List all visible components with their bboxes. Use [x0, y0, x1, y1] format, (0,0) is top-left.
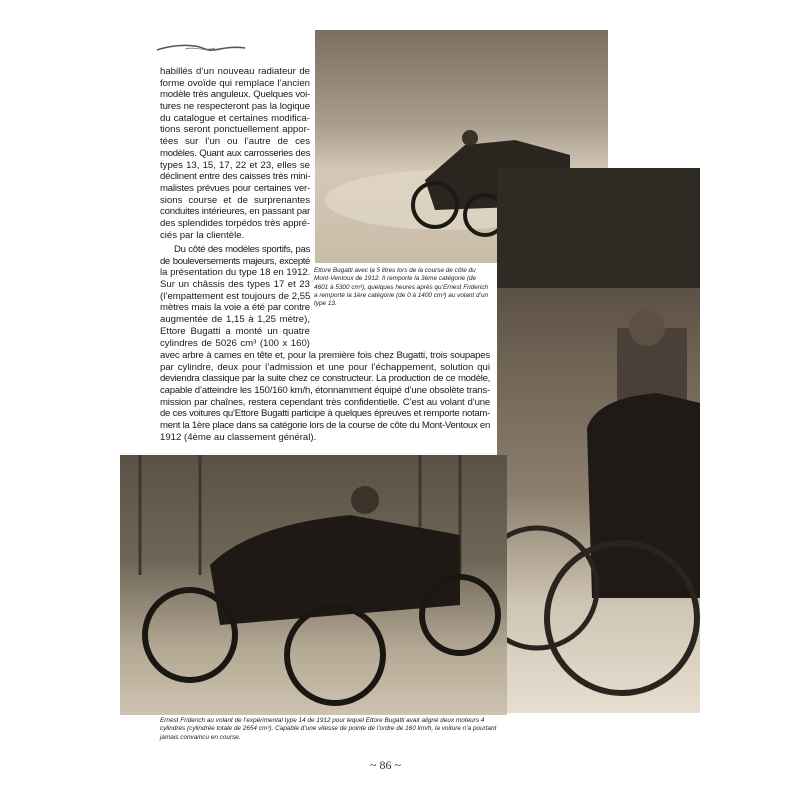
text-line: augmentée de 1,15 à 1,25 mètre),: [160, 314, 310, 326]
text-line: la présentation du type 18 en 1912.: [160, 267, 311, 279]
text-line: deviendra classique par la suite chez ce constructeur. La production de ce modèle,: [160, 373, 490, 385]
paragraph-2-wide: [160, 350, 490, 444]
text-line: par cylindre, deux pour l’admission et une pour l’échappement, solution qui: [160, 361, 490, 373]
decorative-ornament: [155, 42, 247, 54]
text-line: capable d’atteindre les 150/160 km/h, étonnamment équipé d’une obsolète trans-: [160, 385, 490, 397]
text-line: Du côté des modèles sportifs, pas: [174, 244, 310, 255]
text-line: sions course et de surprenantes: [160, 194, 310, 206]
text-line: Sur un châssis des types 17 et 23: [160, 279, 310, 291]
photo-friderich-type-14: [120, 455, 507, 715]
text-line: du catalogue et certaines modifica-: [160, 112, 310, 124]
caption-top-photo: Ettore Bugatti avec la 5 litres lors de la course de côte du Mont-Ventoux de 1912. Il remporte la 3ème catégorie (de 4601 à 5300 cm³), quelques heures après qu’Ernest Friderich a remporté la 1ère catégorie (de 0 à 1400 cm³) au volant d’un type 13.: [314, 267, 489, 308]
text-line: modèles. Quant aux carrosseries des: [160, 147, 310, 159]
text-line: de ces voitures qu’Ettore Bugatti participe à quelques épreuves et remporte notam-: [160, 408, 490, 420]
text-line: cylindres de 5026 cm³ (100 x 160): [160, 337, 310, 349]
text-line: conduites intérieures, en passant par: [160, 206, 310, 218]
text-line: malistes prévues pour certaines ver-: [160, 182, 310, 194]
text-line: mission par chaînes, restera cependant très confidentielle. C’est au volant d’une: [160, 396, 490, 408]
text-line: modèle très anguleux. Quelques voi-: [160, 89, 310, 101]
text-line: 1912 (4ème au classement général).: [160, 431, 317, 443]
text-line: Ettore Bugatti a monté un quatre: [160, 325, 310, 337]
text-line: types 13, 15, 17, 22 et 23, elles se: [160, 159, 310, 171]
text-line: ciés par la clientèle.: [160, 229, 245, 241]
text-line: des splendides torpédos très appré-: [160, 217, 310, 229]
photo-driver-standing: [497, 168, 700, 713]
text-line: déclinent entre des caisses très mini-: [160, 171, 311, 183]
text-line: mètres mais la voie a été par contre: [160, 302, 310, 314]
text-line: de bouleversements majeurs, excepté: [160, 255, 310, 267]
text-line: ment la 1ère place dans sa catégorie lors de la course de côte du Mont-Ventoux en: [160, 420, 490, 432]
paragraph-1: [160, 66, 310, 241]
text-line: habillés d’un nouveau radiateur de: [160, 66, 310, 77]
text-line: avec arbre à cames en tête et, pour la première fois chez Bugatti, trois soupapes: [160, 350, 490, 361]
paragraph-2-narrow: [160, 244, 310, 349]
text-line: (l’empattement est toujours de 2,55: [160, 290, 311, 302]
text-line: forme ovoïde qui remplace l’ancien: [160, 77, 310, 89]
text-line: tées sur l’un ou l’autre de ces: [160, 136, 310, 148]
page-number: ~ 86 ~: [370, 758, 401, 772]
caption-bottom-photo: Ernest Friderich au volant de l’expérimental type 14 de 1912 pour lequel Ettore Bugatti avait aligné deux moteurs 4 cylindres (cylindrée totale de 2654 cm³). Capable d’une vitesse de pointe de l’ordre de 160 km/h, la voiture n’a pourtant jamais convaincu en course.: [160, 717, 497, 741]
text-line: tures ne respecteront pas la logique: [160, 101, 310, 113]
text-line: tions seront ponctuellement appor-: [160, 124, 310, 136]
